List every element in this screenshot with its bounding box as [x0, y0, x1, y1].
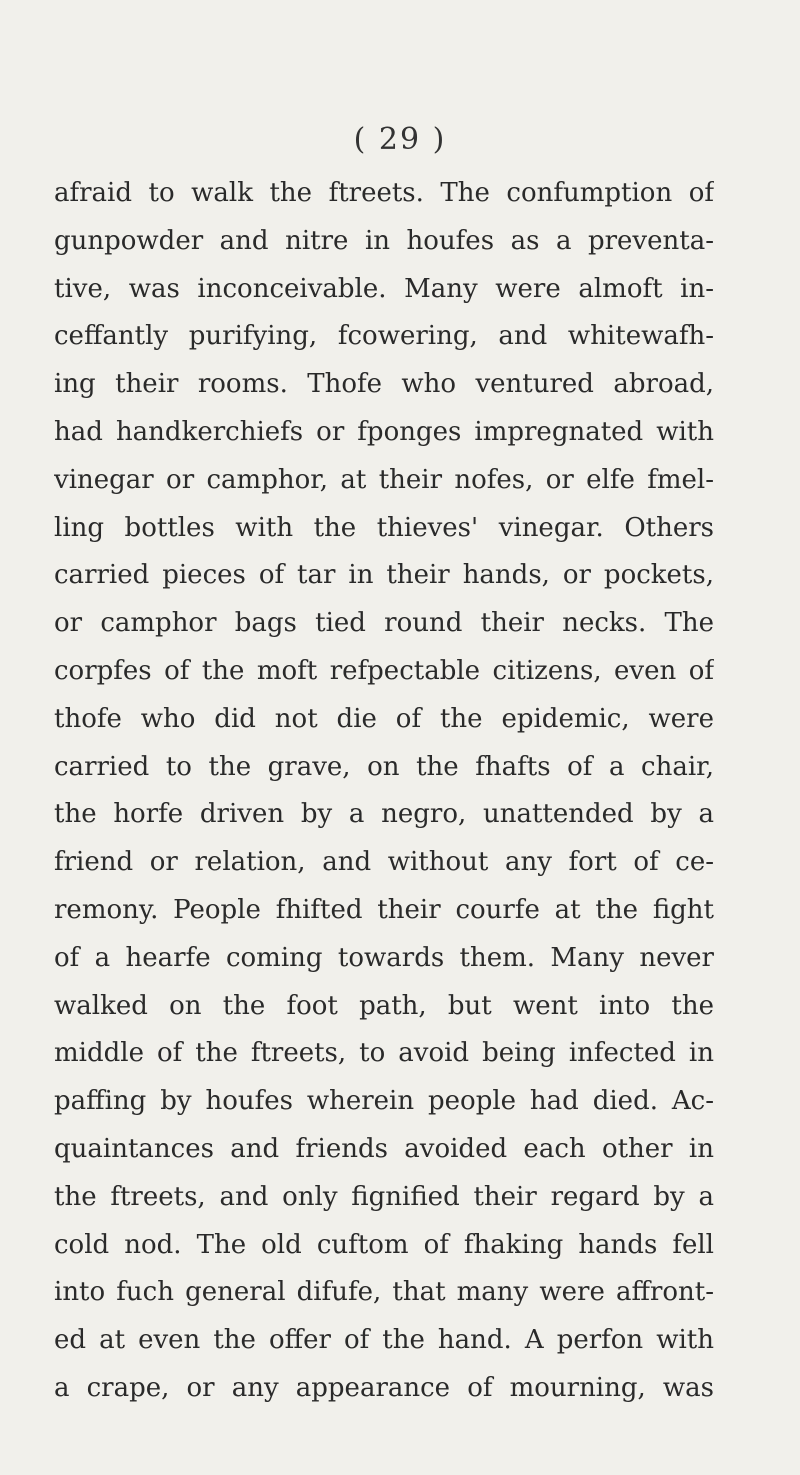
text-line: carried pieces of tar in their hands, or pockets, — [54, 560, 714, 591]
text-line: thofe who did not die of the epidemic, were — [54, 703, 714, 734]
text-line: afraid to walk the ftreets. The confumption of — [54, 178, 714, 208]
text-line: the horfe driven by a negro, unattended by a — [54, 799, 714, 830]
text-line: corpfes of the moft refpectable citizens, even of — [54, 655, 714, 686]
text-line: ceffantly purifying, fcowering, and whitewafh- — [54, 321, 714, 352]
body-text — [54, 170, 714, 1413]
text-line: ed at even the offer of the hand. A perfon with — [54, 1325, 714, 1356]
text-line: into fuch general difufe, that many were affront- — [54, 1277, 714, 1308]
text-line: vinegar or camphor, at their nofes, or elfe fmel- — [54, 464, 714, 495]
text-line: remony. People fhifted their courfe at the fight — [54, 894, 714, 925]
text-line: gunpowder and nitre in houfes as a preventa- — [54, 225, 714, 256]
text-line: paffing by houfes wherein people had died. Ac- — [54, 1086, 714, 1117]
text-line: middle of the ftreets, to avoid being infected in — [54, 1038, 714, 1069]
text-line: a crape, or any appearance of mourning, was — [54, 1372, 714, 1403]
text-line: ling bottles with the thieves' vinegar. Others — [54, 512, 714, 543]
text-line: the ftreets, and only fignified their regard by a — [54, 1181, 714, 1212]
text-line: of a hearfe coming towards them. Many never — [54, 942, 714, 973]
text-line: ing their rooms. Thofe who ventured abroad, — [54, 369, 714, 400]
text-line: walked on the foot path, but went into the — [54, 990, 714, 1021]
text-line: carried to the grave, on the fhafts of a chair, — [54, 751, 714, 782]
text-line: quaintances and friends avoided each other in — [54, 1133, 714, 1164]
text-line: or camphor bags tied round their necks. The — [54, 608, 714, 639]
text-line: tive, was inconceivable. Many were almoft in- — [54, 273, 714, 304]
text-line: had handkerchiefs or fponges impregnated with — [54, 416, 714, 447]
text-line: friend or relation, and without any fort of ce- — [54, 847, 714, 878]
page-number: ( 29 ) — [353, 122, 447, 157]
text-line: cold nod. The old cuftom of fhaking hands fell — [54, 1229, 714, 1260]
